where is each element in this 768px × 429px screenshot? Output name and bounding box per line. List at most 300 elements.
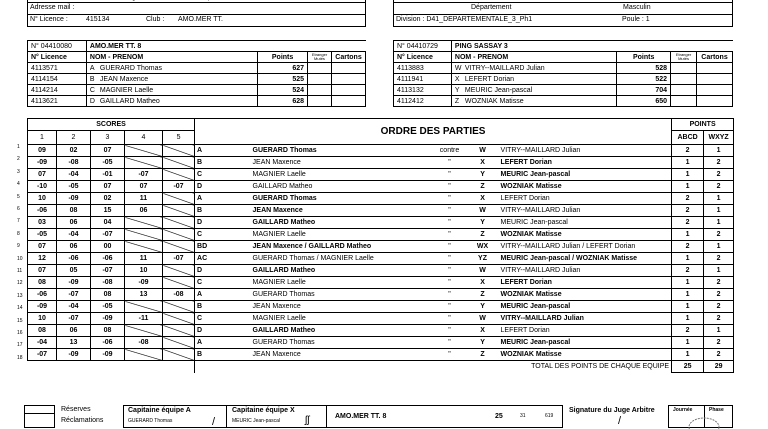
points-wxyz: 2 [704,157,734,169]
player-x-name: VITRY--MAILLARD Julian [501,145,672,157]
match-number: 5 [17,193,20,200]
set-score: -07 [91,229,125,241]
player-name-cell [86,74,257,85]
versus-marker: " [435,277,465,289]
score-b: 31 [520,413,526,419]
points-abcd: 2 [672,205,704,217]
player-a-letter: D [195,217,221,229]
player-points: 650 [617,96,671,107]
player-x-name: MEURIC Jean-pascal [501,217,672,229]
set-score [163,277,195,289]
set-score [163,169,195,181]
set-score: 02 [57,145,91,157]
points-wxyz: 2 [704,313,734,325]
set-score [163,241,195,253]
versus-marker: " [435,265,465,277]
set-score: -08 [163,289,195,301]
club-value: AMO.MER TT. [178,16,223,23]
player-letter: D [89,97,95,105]
player-points: 528 [617,63,671,74]
versus-marker: " [435,193,465,205]
player-cartons [331,74,365,85]
player-letter: B [89,75,95,83]
set-score: 07 [28,169,57,181]
player-x-name: MEURIC Jean-pascal [501,301,672,313]
points-abcd: 2 [672,265,704,277]
player-x-letter: Z [465,181,501,193]
set-score: 06 [57,325,91,337]
player-row [394,85,733,96]
match-number: 8 [17,230,20,237]
team-x-col-points: Points [617,52,671,63]
player-etranger [671,74,697,85]
player-x-letter: X [465,193,501,205]
division-row [393,15,733,27]
points-abcd: 1 [672,157,704,169]
versus-marker: " [435,325,465,337]
player-name: MEURIC Jean-pascal [464,86,533,94]
match-row [28,229,734,241]
team-x-col-cartons: Cartons [697,52,733,63]
player-x-name: MEURIC Jean-pascal / WOZNIAK Matisse [501,253,672,265]
match-number: 4 [17,181,20,188]
team-x-col-name: NOM - PRENOM [451,52,616,63]
versus-marker: " [435,205,465,217]
score-c: 619 [545,413,554,419]
set-score: 07 [28,241,57,253]
set-score [125,217,163,229]
points-abcd: 1 [672,301,704,313]
set-score: 07 [91,181,125,193]
player-x-name: VITRY--MAILLARD Julian [501,205,672,217]
points-abcd: 1 [672,253,704,265]
set-score: -07 [57,289,91,301]
col-wxyz: WXYZ [704,131,734,145]
set-score: -05 [28,229,57,241]
match-row [28,337,734,349]
set-score: -05 [91,157,125,169]
player-x-letter: Y [465,337,501,349]
points-abcd: 2 [672,193,704,205]
points-abcd: 1 [672,337,704,349]
player-a-letter: B [195,205,221,217]
total-abcd: 25 [672,361,704,373]
set-score: -05 [91,301,125,313]
set-score: 02 [91,193,125,205]
player-a-letter: BD [195,241,221,253]
player-licence: 4111941 [394,74,452,85]
set-score: -08 [57,157,91,169]
set-score [125,349,163,361]
match-row [28,217,734,229]
player-points: 525 [258,74,308,85]
set-score: -07 [163,253,195,265]
match-row [28,265,734,277]
points-abcd: 2 [672,217,704,229]
player-letter: W [454,64,462,72]
points-abcd: 2 [672,325,704,337]
match-number: 6 [17,206,20,212]
set-score: 08 [28,325,57,337]
team-a-table [27,40,366,107]
player-x-letter: W [465,145,501,157]
set-number: 2 [57,131,91,145]
points-wxyz: 2 [704,181,734,193]
set-score [163,205,195,217]
player-name: GUERARD Thomas [99,64,163,72]
col-abcd: ABCD [672,131,704,145]
player-a-letter: D [195,265,221,277]
match-number: 14 [17,305,23,312]
points-wxyz: 2 [704,253,734,265]
set-score: -09 [125,277,163,289]
player-x-name: LEFERT Dorian [501,325,672,337]
points-abcd: 1 [672,313,704,325]
player-a-name: GUERARD Thomas [221,145,435,157]
set-score: -09 [57,349,91,361]
set-score: -09 [28,301,57,313]
player-name: VITRY--MAILLARD Julian [464,64,545,72]
player-x-letter: Z [465,289,501,301]
player-x-letter: W [465,205,501,217]
header-right [393,0,733,27]
set-score: 10 [28,193,57,205]
player-licence: 4114154 [28,74,87,85]
points-abcd: 1 [672,289,704,301]
header-left [27,0,366,27]
set-score: 07 [91,145,125,157]
player-letter: Y [454,86,460,94]
player-licence: 4113621 [28,96,87,107]
set-score [163,349,195,361]
points-abcd: 2 [672,145,704,157]
set-score: -06 [28,205,57,217]
set-score [163,157,195,169]
versus-marker: " [435,157,465,169]
set-score: -09 [28,157,57,169]
player-letter: Z [454,97,460,105]
set-score: -06 [91,337,125,349]
points-abcd: 1 [672,349,704,361]
player-a-name: GUERARD Thomas [221,337,435,349]
scores-title: SCORES [28,119,195,131]
points-wxyz: 1 [704,241,734,253]
referee-stamp-seal [687,415,721,429]
reserves-checkbox[interactable] [24,405,55,414]
player-etranger [308,63,332,74]
player-x-letter: X [465,157,501,169]
team-x-col-licence: N° Licence [394,52,452,63]
player-a-name: MAGNIER Laelle [221,229,435,241]
player-a-name: MAGNIER Laelle [221,313,435,325]
match-row [28,157,734,169]
set-score: -04 [57,169,91,181]
player-a-name: GAILLARD Matheo [221,265,435,277]
player-points: 628 [258,96,308,107]
player-a-name: JEAN Maxence [221,349,435,361]
match-row [28,145,734,157]
departement-row [393,3,733,15]
email-row [27,3,366,15]
versus-marker: " [435,217,465,229]
match-row [28,181,734,193]
player-a-letter: A [195,193,221,205]
sexe-value: Masculin [623,4,651,11]
points-title: POINTS [672,119,734,131]
points-abcd: 1 [672,229,704,241]
phase-label: Phase [709,407,724,413]
set-score: -04 [57,229,91,241]
points-wxyz: 2 [704,289,734,301]
set-score: -07 [28,349,57,361]
player-a-letter: B [195,157,221,169]
points-wxyz: 2 [704,229,734,241]
match-number: 10 [17,255,23,262]
match-number: 7 [17,218,20,225]
player-x-letter: X [465,325,501,337]
points-wxyz: 1 [704,193,734,205]
player-x-letter: W [465,313,501,325]
player-etranger [671,85,697,96]
match-row [28,289,734,301]
match-row [28,277,734,289]
captain-a-name: GUERARD Thomas [128,418,173,424]
player-x-letter: X [465,277,501,289]
versus-marker: " [435,253,465,265]
match-number: 12 [17,280,23,287]
match-row [28,325,734,337]
set-score [163,301,195,313]
player-a-letter: B [195,301,221,313]
set-score: -11 [125,313,163,325]
set-score [125,229,163,241]
player-letter: A [89,64,95,72]
team-a-number: N° 04410080 [28,41,87,52]
set-score: 06 [57,241,91,253]
player-a-name: MAGNIER Laelle [221,277,435,289]
total-wxyz: 29 [704,361,734,373]
player-a-letter: B [195,349,221,361]
player-x-letter: YZ [465,253,501,265]
captain-a-signature-stroke: / [212,416,216,428]
match-number: 11 [17,268,23,274]
set-score: 08 [28,277,57,289]
player-x-name: LEFERT Dorian [501,277,672,289]
poule-label: Poule : 1 [622,16,650,23]
player-x-name: VITRY--MAILLARD Julian [501,265,672,277]
player-row [28,96,366,107]
player-points: 524 [258,85,308,96]
set-score: -09 [57,277,91,289]
set-score: -01 [91,169,125,181]
set-score: -07 [57,313,91,325]
set-number: 1 [28,131,57,145]
total-label: TOTAL DES POINTS DE CHAQUE EQUIPE [195,361,672,373]
player-name: GAILLARD Matheo [99,97,160,105]
player-name: LEFERT Dorian [464,75,515,83]
team-a-col-cartons: Cartons [331,52,365,63]
player-a-name: MAGNIER Laelle [221,169,435,181]
departement-label: Département [471,4,512,11]
match-number: 1 [17,144,20,150]
referee-signature-stroke: / [618,415,622,427]
set-score: 10 [125,265,163,277]
versus-marker: " [435,181,465,193]
set-score: 06 [125,205,163,217]
player-x-name: LEFERT Dorian [501,193,672,205]
player-name: JEAN Maxence [99,75,149,83]
match-number: 13 [17,292,23,299]
set-score: -09 [91,313,125,325]
points-wxyz: 1 [704,325,734,337]
player-x-letter: Y [465,217,501,229]
points-wxyz: 2 [704,301,734,313]
set-score: 15 [91,205,125,217]
player-x-letter: WX [465,241,501,253]
points-wxyz: 2 [704,349,734,361]
player-x-name: WOZNIAK Matisse [501,289,672,301]
player-name-cell [451,96,616,107]
points-wxyz: 1 [704,145,734,157]
points-abcd: 1 [672,181,704,193]
versus-marker: " [435,169,465,181]
set-score: 11 [125,253,163,265]
division-label: Division : D41_DEPARTEMENTALE_3_Ph1 [396,16,533,23]
set-score: -05 [57,181,91,193]
team-x-name: PING SASSAY 3 [451,41,732,52]
reclamations-checkbox[interactable] [24,414,55,428]
player-row [394,63,733,74]
player-x-name: VITRY--MAILLARD Julian / LEFERT Dorian [501,241,672,253]
player-x-name: WOZNIAK Matisse [501,181,672,193]
set-number: 4 [125,131,163,145]
match-row [28,349,734,361]
journee-label: Journée [673,407,693,413]
player-a-name: JEAN Maxence [221,301,435,313]
set-score [163,193,195,205]
reclamations-label: Réclamations [61,417,104,424]
player-name: MAGNIER Laelle [99,86,154,94]
set-score: -09 [57,193,91,205]
player-etranger [671,96,697,107]
set-score [125,301,163,313]
set-score [125,325,163,337]
club-label: Club : [146,16,165,23]
player-name-cell [86,96,257,107]
stamp-outline [689,418,719,429]
referee-signature-label: Signature du Juge Arbitre [569,407,655,414]
versus-marker: " [435,301,465,313]
player-a-letter: C [195,229,221,241]
set-score: -07 [163,181,195,193]
set-score: 07 [28,265,57,277]
match-row [28,301,734,313]
match-row [28,193,734,205]
match-number: 18 [17,354,23,361]
set-score: -08 [91,277,125,289]
set-score [125,241,163,253]
licence-label: N° Licence : [30,16,68,23]
player-points: 627 [258,63,308,74]
match-number: 16 [17,330,23,336]
player-cartons [697,74,733,85]
set-score: -07 [91,265,125,277]
set-score: 06 [57,217,91,229]
team-a-col-licence: N° Licence [28,52,87,63]
player-x-letter: Z [465,229,501,241]
set-score: 13 [57,337,91,349]
player-points: 522 [617,74,671,85]
set-score: 09 [28,145,57,157]
set-score [163,313,195,325]
points-abcd: 2 [672,241,704,253]
player-x-letter: W [465,265,501,277]
player-a-name: GUERARD Thomas / MAGNIER Laelle [221,253,435,265]
points-abcd: 1 [672,277,704,289]
player-cartons [697,85,733,96]
team-x-number: N° 04410729 [394,41,452,52]
points-abcd: 1 [672,169,704,181]
set-score: 08 [57,205,91,217]
player-x-name: MEURIC Jean-pascal [501,169,672,181]
email-label: Adresse mail : [30,4,75,11]
set-score: -04 [57,301,91,313]
player-x-name: WOZNIAK Matisse [501,349,672,361]
set-score: -07 [125,169,163,181]
points-wxyz: 1 [704,265,734,277]
header-left-top-fragment [98,0,217,1]
set-score: -06 [28,289,57,301]
match-number: 15 [17,317,23,324]
player-points: 704 [617,85,671,96]
set-score: -09 [91,349,125,361]
captain-x-box [227,405,327,428]
set-score [163,229,195,241]
player-licence: 4114214 [28,85,87,96]
player-x-name: WOZNIAK Matisse [501,229,672,241]
order-title: ORDRE DES PARTIES [195,119,672,145]
versus-marker: " [435,241,465,253]
header-right-top-fragment [619,0,654,1]
player-a-name: GAILLARD Matheo [221,325,435,337]
player-row [28,85,366,96]
player-x-letter: Y [465,169,501,181]
versus-marker: contre [435,145,465,157]
versus-marker: " [435,337,465,349]
player-cartons [331,63,365,74]
player-a-name: JEAN Maxence / GAILLARD Matheo [221,241,435,253]
set-score [163,145,195,157]
scores-table [27,118,734,373]
versus-marker: " [435,289,465,301]
set-score: 11 [125,193,163,205]
set-score: -06 [91,253,125,265]
set-score: -10 [28,181,57,193]
match-number: 17 [17,342,23,349]
team-a-name: AMO.MER TT. 8 [86,41,365,52]
player-a-name: GUERARD Thomas [221,193,435,205]
points-wxyz: 2 [704,337,734,349]
player-x-letter: Y [465,301,501,313]
player-a-letter: C [195,277,221,289]
player-a-letter: D [195,325,221,337]
set-score: 03 [28,217,57,229]
captain-a-box [123,405,227,428]
player-name-cell [451,63,616,74]
player-name-cell [451,74,616,85]
match-number: 3 [17,168,20,175]
player-x-name: MEURIC Jean-pascal [501,337,672,349]
